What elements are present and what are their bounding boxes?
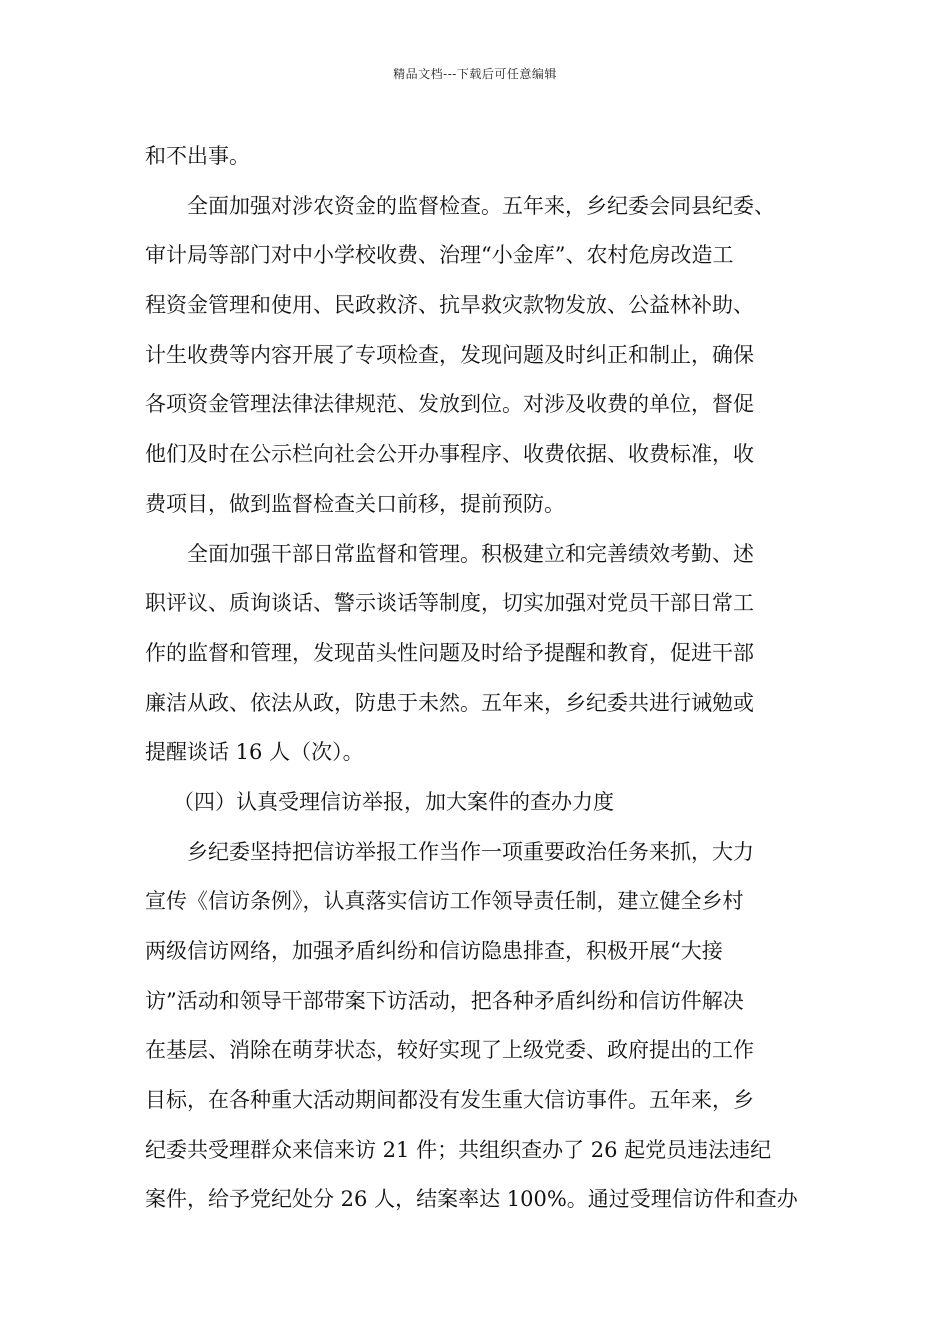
text-line: 案件，给予党纪处分 26 人，结案率达 100%。通过受理信访件和查办 bbox=[145, 1187, 798, 1212]
text-line: 宣传《信访条例》，认真落实信访工作领导责任制，建立健全乡村 bbox=[145, 889, 744, 914]
text-line: 费项目，做到监督检查关口前移，提前预防。 bbox=[145, 491, 565, 516]
text-line: 廉洁从政、依法从政，防患于未然。五年来，乡纪委共进行诫勉或 bbox=[145, 690, 754, 715]
text-line: 乡纪委坚持把信访举报工作当作一项重要政治任务来抓，大力 bbox=[187, 839, 754, 864]
text-line: 全面加强对涉农资金的监督检查。五年来，乡纪委会同县纪委、 bbox=[187, 193, 775, 218]
text-line: 纪委共受理群众来信来访 21 件；共组织查办了 26 起党员违法违纪 bbox=[145, 1137, 772, 1162]
text-line: 提醒谈话 16 人（次）。 bbox=[145, 740, 364, 765]
text-line: 程资金管理和使用、民政救济、抗旱救灾款物发放、公益林补助、 bbox=[145, 293, 754, 318]
section-heading: （四）认真受理信访举报，加大案件的查办力度 bbox=[173, 789, 614, 814]
text-line: 两级信访网络，加强矛盾纠纷和信访隐患排查，积极开展“大接 bbox=[145, 939, 723, 963]
text-line: 审计局等部门对中小学校收费、治理“小金库”、农村危房改造工 bbox=[145, 243, 734, 268]
text-line: 目标，在各种重大活动期间都没有发生重大信访事件。五年来，乡 bbox=[145, 1088, 754, 1113]
text-line: 和不出事。 bbox=[145, 144, 250, 168]
text-line: 职评议、质询谈话、警示谈话等制度，切实加强对党员干部日常工 bbox=[145, 591, 754, 616]
text-line: 访”活动和领导干部带案下访活动，把各种矛盾纠纷和信访件解决 bbox=[145, 988, 744, 1013]
page-header: 精品文档---下载后可任意编辑 bbox=[393, 67, 557, 81]
text-line: 作的监督和管理，发现苗头性问题及时给予提醒和教育，促进干部 bbox=[145, 640, 754, 665]
text-line: 计生收费等内容开展了专项检查，发现问题及时纠正和制止，确保 bbox=[145, 342, 754, 367]
text-line: 在基层、消除在萌芽状态，较好实现了上级党委、政府提出的工作 bbox=[145, 1038, 754, 1063]
text-line: 他们及时在公示栏向社会公开办事程序、收费依据、收费标准，收 bbox=[145, 442, 754, 467]
text-line: 全面加强干部日常监督和管理。积极建立和完善绩效考勤、述 bbox=[187, 541, 754, 566]
text-line: 各项资金管理法律法律规范、发放到位。对涉及收费的单位，督促 bbox=[145, 392, 754, 417]
body-text bbox=[145, 132, 810, 1225]
